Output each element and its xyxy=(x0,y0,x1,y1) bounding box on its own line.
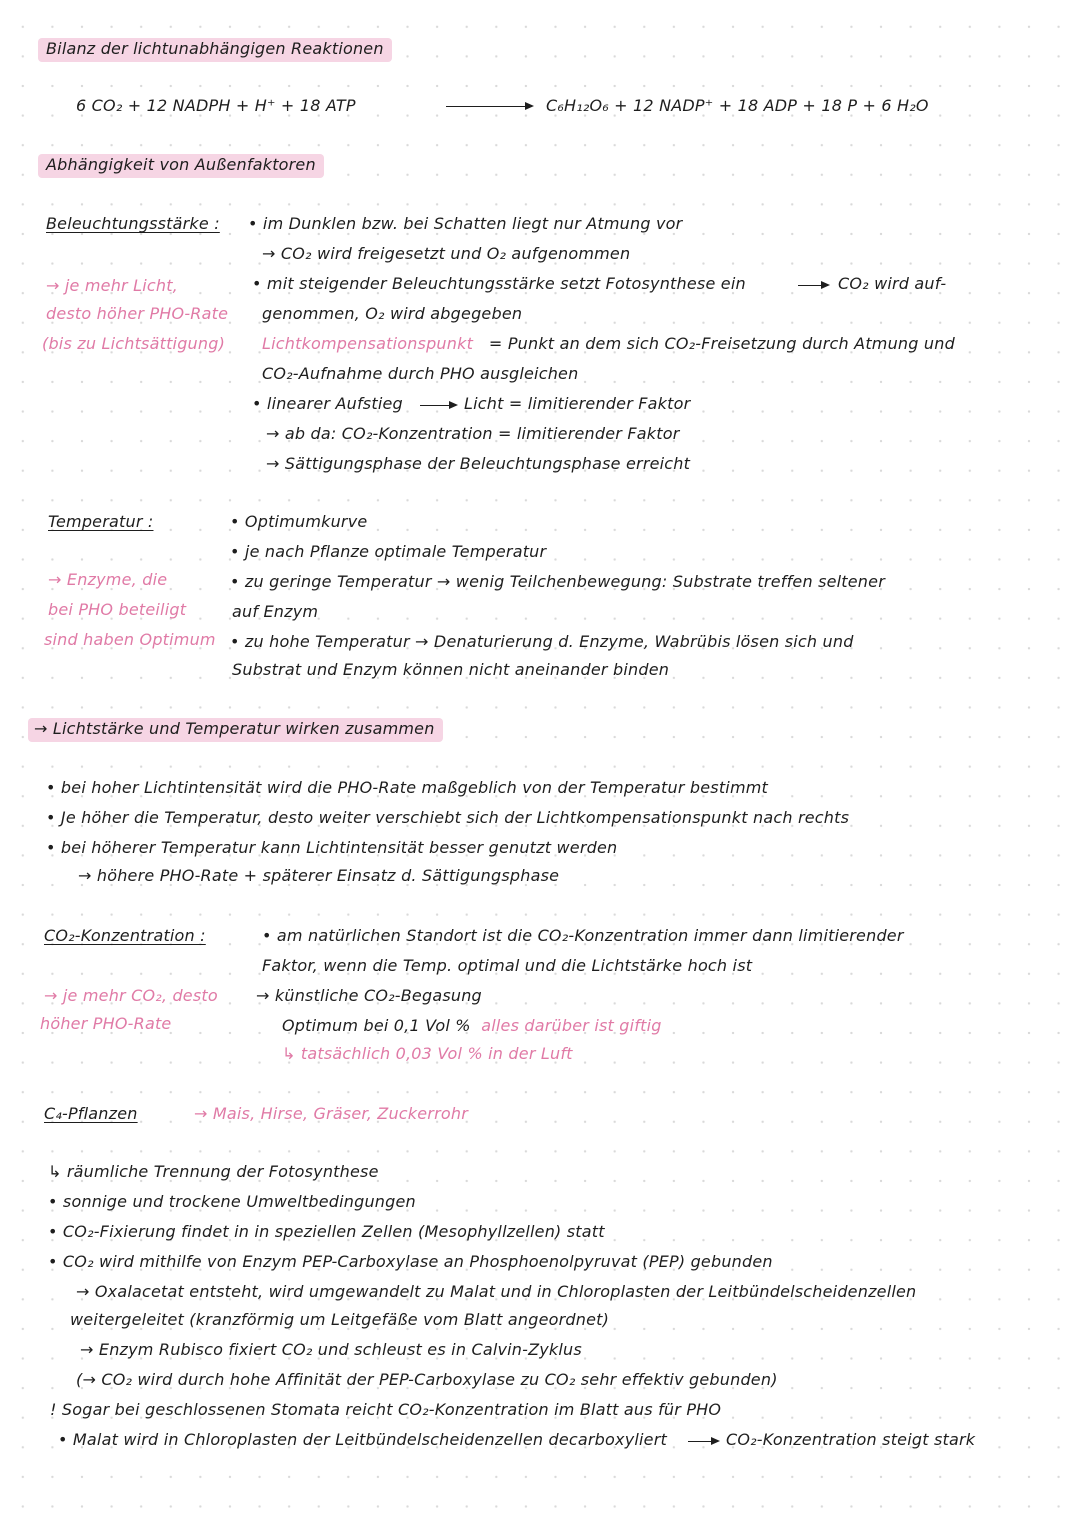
light-line-3: • mit steigender Beleuchtungsstärke setzt Fotosynthese ein xyxy=(252,274,746,293)
label-temperatur: Temperatur : xyxy=(48,512,154,531)
temp-line-3: • zu geringe Temperatur → wenig Teilchenbewegung: Substrate treffen seltener xyxy=(230,572,885,591)
temp-line-5: • zu hohe Temperatur → Denaturierung d. Enzyme, Wabrübis lösen sich und xyxy=(230,632,854,651)
c4-line-8: (→ CO₂ wird durch hohe Affinität der PEP-Carboxylase zu CO₂ sehr effektiv gebunden) xyxy=(76,1370,778,1389)
co2-note-2: höher PHO-Rate xyxy=(40,1014,172,1033)
c4-line-1: ↳ räumliche Trennung der Fotosynthese xyxy=(48,1162,379,1181)
light-line-9: → Sättigungsphase der Beleuchtungsphase erreicht xyxy=(266,454,691,473)
c4-line-9: ! Sogar bei geschlossenen Stomata reicht CO₂-Konzentration im Blatt aus für PHO xyxy=(50,1400,722,1419)
light-line-6: CO₂-Aufnahme durch PHO ausgleichen xyxy=(262,364,579,383)
co2-line-3: → künstliche CO₂-Begasung xyxy=(256,986,482,1005)
co2-line-1: • am natürlichen Standort ist die CO₂-Konzentration immer dann limitierender xyxy=(262,926,904,945)
light-line-8: → ab da: CO₂-Konzentration = limitierender Faktor xyxy=(266,424,680,443)
lichtkompensationspunkt-term: Lichtkompensationspunkt xyxy=(262,334,474,353)
c4-line-3: • CO₂-Fixierung findet in in speziellen Zellen (Mesophyllzellen) statt xyxy=(48,1222,605,1241)
light-line-7: • linearer Aufstieg xyxy=(252,394,403,413)
reaction-arrow-icon xyxy=(446,106,532,107)
temp-note-1: → Enzyme, die xyxy=(48,570,168,589)
temp-note-3: sind haben Optimum xyxy=(44,630,216,649)
co2-optimum: Optimum bei 0,1 Vol % xyxy=(282,1016,471,1035)
light-line-3b: CO₂ wird auf- xyxy=(838,274,947,293)
c4-examples: → Mais, Hirse, Gräser, Zuckerrohr xyxy=(194,1104,468,1123)
heading-bilanz: Bilanz der lichtunabhängigen Reaktionen xyxy=(38,38,392,62)
combined-line-4: → höhere PHO-Rate + späterer Einsatz d. Sättigungsphase xyxy=(78,866,560,885)
combined-line-2: • Je höher die Temperatur, desto weiter verschiebt sich der Lichtkompensationspunkt nach rechts xyxy=(46,808,850,827)
heading-aussenfaktoren: Abhängigkeit von Außenfaktoren xyxy=(38,154,324,178)
c4-line-4: • CO₂ wird mithilfe von Enzym PEP-Carboxylase an Phosphoenolpyruvat (PEP) gebunden xyxy=(48,1252,773,1271)
co2-toxic-note: alles darüber ist giftig xyxy=(481,1016,662,1035)
light-line-4: genommen, O₂ wird abgegeben xyxy=(262,304,523,323)
heading-zusammenwirken: → Lichtstärke und Temperatur wirken zusammen xyxy=(28,718,443,742)
equation-left: 6 CO₂ + 12 NADPH + H⁺ + 18 ATP xyxy=(76,96,356,115)
combined-line-1: • bei hoher Lichtintensität wird die PHO-Rate maßgeblich von der Temperatur bestimmt xyxy=(46,778,768,797)
temp-note-2: bei PHO beteiligt xyxy=(48,600,187,619)
arrow-icon xyxy=(798,285,828,286)
c4-line-5: → Oxalacetat entsteht, wird umgewandelt zu Malat und in Chloroplasten der Leitbündelscheidenzellen xyxy=(76,1282,917,1301)
temp-line-4: auf Enzym xyxy=(232,602,319,621)
light-line-5-def: = Punkt an dem sich CO₂-Freisetzung durch Atmung und xyxy=(488,334,955,353)
label-c4-pflanzen: C₄-Pflanzen xyxy=(44,1104,138,1123)
temp-line-6: Substrat und Enzym können nicht aneinander binden xyxy=(232,660,670,679)
c4-line-7: → Enzym Rubisco fixiert CO₂ und schleust es in Calvin-Zyklus xyxy=(80,1340,582,1359)
c4-line-6: weitergeleitet (kranzförmig um Leitgefäße vom Blatt angeordnet) xyxy=(70,1310,610,1329)
co2-line-2: Faktor, wenn die Temp. optimal und die Lichtstärke hoch ist xyxy=(262,956,753,975)
arrow-icon xyxy=(420,405,456,406)
equation-right: C₆H₁₂O₆ + 12 NADP⁺ + 18 ADP + 18 P + 6 H₂O xyxy=(546,96,929,115)
temp-line-1: • Optimumkurve xyxy=(230,512,368,531)
label-beleuchtungsstaerke: Beleuchtungsstärke : xyxy=(46,214,220,233)
co2-line-4 xyxy=(282,1016,662,1036)
combined-line-3: • bei höherer Temperatur kann Lichtintensität besser genutzt werden xyxy=(46,838,618,857)
label-co2-konzentration: CO₂-Konzentration : xyxy=(44,926,206,945)
c4-line-10b: CO₂-Konzentration steigt stark xyxy=(726,1430,976,1449)
light-note-2: desto höher PHO-Rate xyxy=(46,304,229,323)
light-line-2: → CO₂ wird freigesetzt und O₂ aufgenommen xyxy=(262,244,631,263)
co2-line-5: ↳ tatsächlich 0,03 Vol % in der Luft xyxy=(282,1044,573,1063)
light-line-5 xyxy=(262,334,955,354)
light-line-7b: Licht = limitierender Faktor xyxy=(464,394,691,413)
light-note-1: → je mehr Licht, xyxy=(46,276,178,295)
light-note-3: (bis zu Lichtsättigung) xyxy=(42,334,226,353)
c4-line-10: • Malat wird in Chloroplasten der Leitbündelscheidenzellen decarboxyliert xyxy=(58,1430,667,1449)
c4-line-2: • sonnige und trockene Umweltbedingungen xyxy=(48,1192,416,1211)
light-line-1: • im Dunklen bzw. bei Schatten liegt nur Atmung vor xyxy=(248,214,683,233)
co2-note-1: → je mehr CO₂, desto xyxy=(44,986,218,1005)
arrow-icon xyxy=(688,1441,718,1442)
temp-line-2: • je nach Pflanze optimale Temperatur xyxy=(230,542,547,561)
